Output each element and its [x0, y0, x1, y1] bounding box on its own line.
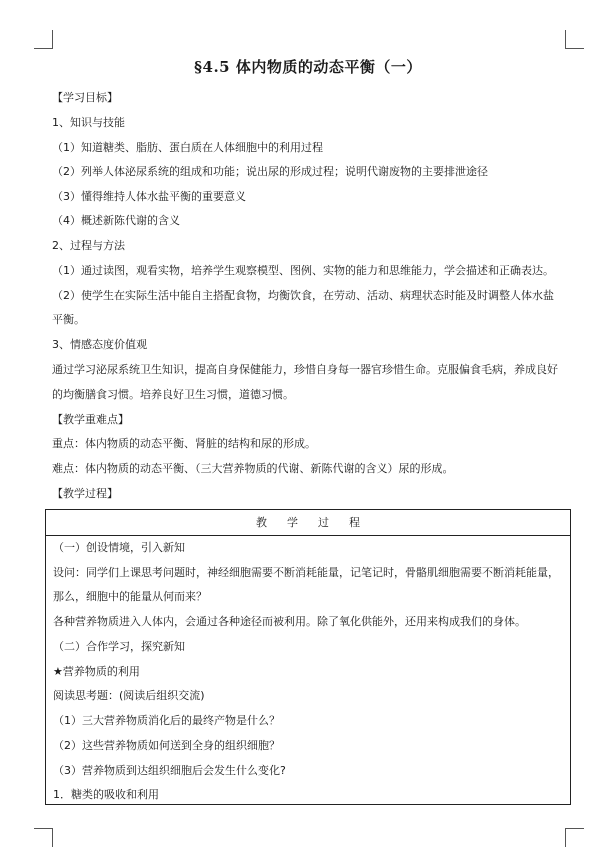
- paragraph-text: 通过学习泌尿系统卫生知识，提高自身保健能力，珍惜自身每一器官珍惜生命。克服偏食毛病，养成良好: [52, 363, 558, 376]
- crop-mark-bottom-right: [565, 828, 584, 847]
- table-row: 那么，细胞中的能量从何而来？: [53, 590, 207, 603]
- objective-item: （2）列举人体泌尿系统的组成和功能；说出尿的形成过程；说明代谢废物的主要排泄途径: [52, 165, 488, 178]
- difficult-point-text: 难点：体内物质的动态平衡、（三大营养物质的代谢、新陈代谢的含义）尿的形成。: [52, 462, 454, 475]
- paragraph-text: 的均衡膳食习惯。培养良好卫生习惯，道德习惯。: [52, 388, 294, 401]
- objective-item: （1）知道糖类、脂肪、蛋白质在人体细胞中的利用过程: [52, 141, 323, 154]
- section-heading-process: 【教学过程】: [52, 487, 118, 500]
- document-title: §4.5 体内物质的动态平衡（一）: [194, 58, 422, 76]
- subsection-knowledge: 1、知识与技能: [52, 116, 125, 129]
- objective-item: （4）概述新陈代谢的含义: [52, 214, 180, 227]
- table-row: 1．糖类的吸收和利用: [53, 788, 159, 801]
- table-row: （1）三大营养物质消化后的最终产物是什么？: [53, 714, 280, 727]
- objective-item-continued: 平衡。: [52, 313, 85, 326]
- table-row: （二）合作学习，探究新知: [53, 640, 185, 653]
- table-row: （一）创设情境，引入新知: [53, 541, 185, 554]
- table-row: ★营养物质的利用: [53, 665, 140, 678]
- table-row: （3）营养物质到达组织细胞后会发生什么变化?: [53, 764, 286, 777]
- section-heading-key-points: 【教学重难点】: [52, 413, 129, 426]
- objective-item: （1）通过读图，观看实物，培养学生观察模型、图例、实物的能力和思维能力，学会描述和正确表达。: [52, 264, 554, 277]
- crop-mark-top-right: [565, 30, 584, 49]
- table-row: 各种营养物质进入人体内，会通过各种途径而被利用。除了氧化供能外，还用来构成我们的身体。: [53, 615, 526, 628]
- crop-mark-top-left: [34, 30, 53, 49]
- objective-item: （3）懂得维持人体水盐平衡的重要意义: [52, 190, 246, 203]
- table-row: 设问：同学们上课思考问题时，神经细胞需要不断消耗能量，记笔记时，骨骼肌细胞需要不断消耗能量，: [53, 566, 559, 579]
- objective-item: （2）使学生在实际生活中能自主搭配食物，均衡饮食，在劳动、活动、病理状态时能及时调整人体水盐: [52, 289, 554, 302]
- table-row: （2）这些营养物质如何送到全身的组织细胞？: [53, 739, 280, 752]
- crop-mark-bottom-left: [34, 828, 53, 847]
- key-point-text: 重点：体内物质的动态平衡、肾脏的结构和尿的形成。: [52, 437, 316, 450]
- table-header: 教学过程: [46, 510, 570, 536]
- subsection-process: 2、过程与方法: [52, 239, 125, 252]
- table-row: 阅读思考题：(阅读后组织交流): [53, 689, 205, 702]
- teaching-process-table: [45, 509, 571, 805]
- subsection-attitude: 3、情感态度价值观: [52, 338, 147, 351]
- section-heading-objectives: 【学习目标】: [52, 91, 118, 104]
